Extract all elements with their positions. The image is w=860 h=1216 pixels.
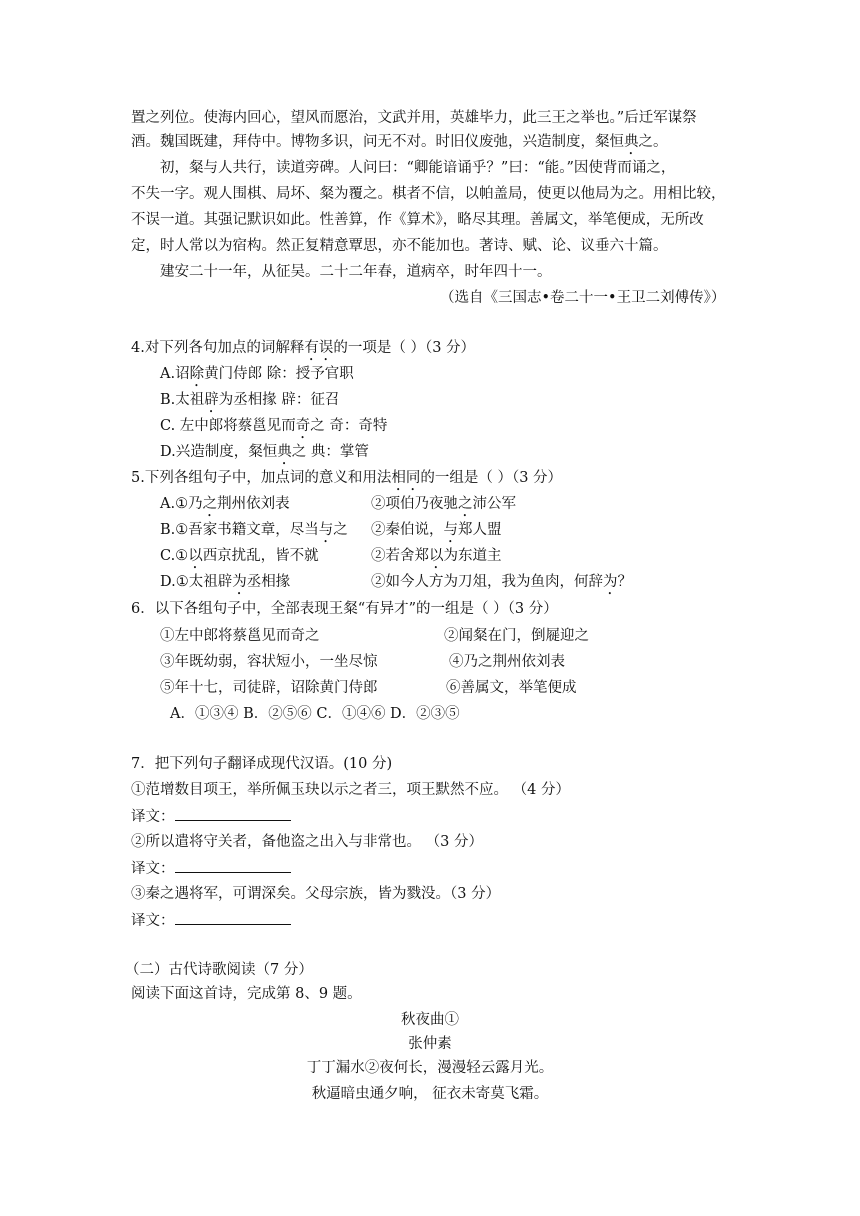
q4-option-a: A.诏除黄门侍郎 除：授予官职: [160, 366, 354, 382]
q5-option-c2: ②若舍郑以为东道主: [371, 548, 502, 564]
q5-option-a1: A.①乃之荆州依刘表: [160, 496, 290, 512]
q5-option-b1: B.①吾家书籍文章，尽当与之: [160, 522, 348, 538]
poem-line: 秋逼暗虫通夕响， 征衣未寄莫飞霜。: [311, 1086, 549, 1102]
passage-source: （选自《三国志•卷二十一•王卫二刘傅传》）: [440, 290, 726, 306]
q6-item: ⑥善属文，举笔便成: [446, 680, 577, 696]
q5-option-d1: D.①太祖辟为丞相掾: [160, 574, 291, 590]
q4-stem: 4.对下列各句加点的词解释有误的一项是（ ）（3 分）: [131, 340, 476, 356]
section-instruction: 阅读下面这首诗，完成第 8、9 题。: [131, 986, 362, 1002]
q7-sentence-1: ①范增数目项王，举所佩玉玦以示之者三，项王默然不应。 （4 分）: [131, 782, 570, 798]
answer-blank[interactable]: [175, 805, 291, 821]
poem-author: 张仲素: [408, 1036, 452, 1052]
q6-stem: 6．以下各组句子中，全部表现王粲“有异才”的一组是（ ）（3 分）: [131, 601, 558, 617]
q7-answer-2: 译文：: [131, 857, 291, 880]
q4-option-d: D.兴造制度，粲恒典之 典：掌管: [160, 444, 369, 460]
q7-answer-3: 译文：: [131, 909, 291, 932]
q7-stem: 7．把下列句子翻译成现代汉语。(10 分): [131, 756, 393, 772]
passage-line: 建安二十一年，从征吴。二十二年春，道病卒，时年四十一。: [160, 264, 552, 280]
q7-sentence-2: ②所以遣将守关者，备他盗之出入与非常也。 （3 分）: [131, 834, 483, 850]
passage-line-text: 酒。魏国既建，拜侍中。博物多识，问无不对。时旧仪废弛，兴造制度，粲恒: [131, 134, 624, 150]
q7-sentence-3: ③秦之遇将军，可谓深矣。父母宗族，皆为戮没。（3 分）: [131, 886, 501, 902]
answer-blank[interactable]: [175, 909, 291, 925]
q6-item: ③年既幼弱，容状短小，一坐尽惊: [160, 654, 378, 670]
q6-item: ①左中郎将蔡邕见而奇之: [160, 628, 320, 644]
passage-line: 定，时人常以为宿构。然正复精意覃思，亦不能加也。著诗、赋、论、议垂六十篇。: [131, 238, 668, 254]
passage-line: 酒。魏国既建，拜侍中。博物多识，问无不对。时旧仪废弛，兴造制度，粲恒典之。: [131, 134, 668, 150]
q5-option-b2: ②秦伯说，与郑人盟: [371, 522, 502, 538]
q6-item: ⑤年十七，司徒辟，诏除黄门侍郎: [160, 680, 378, 696]
q5-option-a2: ②项伯乃夜驰之沛公军: [371, 496, 516, 512]
poem-line: 丁丁漏水②夜何长，漫漫轻云露月光。: [306, 1060, 554, 1076]
q6-options: A．①③④ B．②⑤⑥ C．①④⑥ D．②③⑤: [170, 706, 460, 722]
q5-option-d2: ②如今人方为刀俎，我为鱼肉，何辞为？: [371, 574, 632, 590]
passage-line: 不误一道。其强记默识如此。性善算，作《算术》，略尽其理。善属文，举笔便成，无所改: [131, 212, 704, 228]
q7-answer-1: 译文：: [131, 805, 291, 828]
answer-blank[interactable]: [175, 857, 291, 873]
passage-line: 置之列位。使海内回心，望风而愿治，文武并用，英雄毕力，此三王之举也。”后迁军谋祭: [131, 110, 697, 126]
dotted-word: 典: [624, 134, 639, 150]
poem-title: 秋夜曲①: [401, 1012, 459, 1028]
q4-option-c: C. 左中郎将蔡邕见而奇之 奇：奇特: [160, 418, 388, 434]
q4-option-b: B.太祖辟为丞相掾 辟：征召: [160, 392, 340, 408]
q6-item: ④乃之荆州依刘表: [449, 654, 565, 670]
passage-line: 初，粲与人共行，读道旁碑。人问曰：“卿能谙诵乎？”曰：“能。”因使背而诵之，: [160, 160, 676, 176]
passage-line: 不失一字。观人围棋、局坏、粲为覆之。棋者不信，以帕盖局，使更以他局为之。用相比较，: [131, 186, 726, 202]
q5-option-c1: C.①以西京扰乱，皆不就: [160, 548, 319, 564]
q5-stem: 5.下列各组句子中，加点词的意义和用法相同的一组是（ ）（3 分）: [131, 470, 563, 486]
section-heading: （二）古代诗歌阅读（7 分）: [125, 962, 313, 978]
q6-item: ②闻粲在门，倒屣迎之: [444, 628, 589, 644]
